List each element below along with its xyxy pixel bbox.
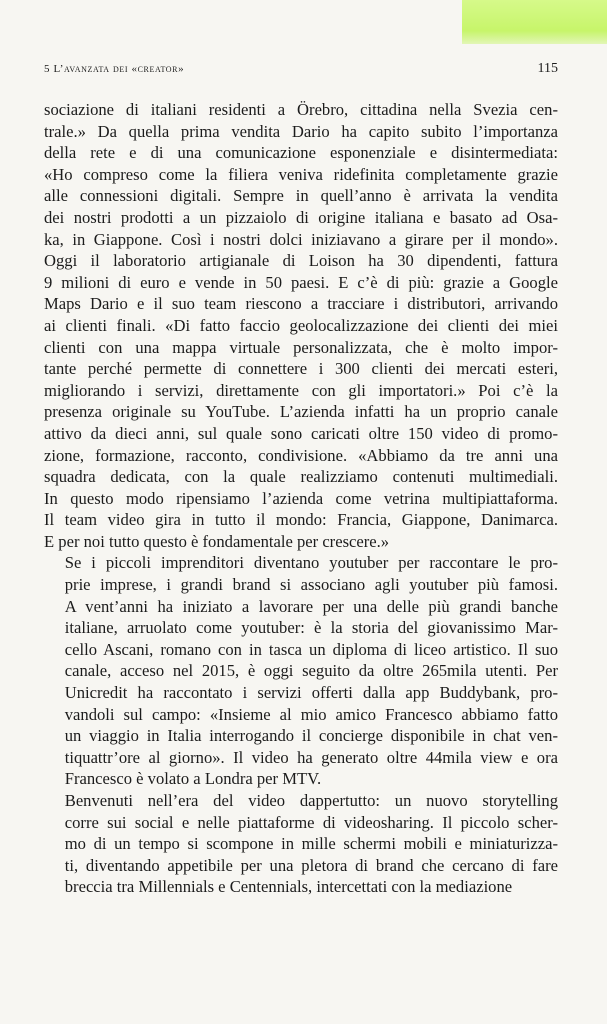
text-line: trale.» Da quella prima vendita Dario ha capito subito l’importanza [44,121,558,141]
text-line: clienti con una mappa virtuale personalizzata, che è molto impor- [44,337,558,357]
paragraph [44,99,558,552]
text-line: squadra dedicata, con la quale realizziamo contenuti multimediali. [44,467,558,487]
text-line: della rete e di una comunicazione esponenziale e disintermediata: [44,143,558,163]
text-line: breccia tra Millennials e Centennials, intercettati con la mediazione [64,877,513,897]
text-line: E per noi tutto questo è fondamentale per crescere.» [44,531,390,551]
text-line: Unicredit ha raccontato i servizi offerti dalla app Buddybank, pro- [64,683,558,703]
text-line: A vent’anni ha iniziato a lavorare per una delle più grandi banche [64,596,558,616]
text-line: Maps Dario e il suo team riescono a tracciare i distributori, arrivando [44,294,558,314]
text-line: sociazione di italiani residenti a Örebro, cittadina nella Svezia cen- [44,100,558,119]
body-text [44,99,558,898]
paragraph [44,790,558,898]
text-line: alle connessioni digitali. Sempre in quell’anno è arrivata la vendita [44,186,558,206]
text-line: ai clienti finali. «Di fatto faccio geolocalizzazione dei clienti dei miei [44,315,558,335]
text-line: presenza originale su YouTube. L’azienda infatti ha un proprio canale [44,402,558,422]
text-line: un viaggio in Italia interrogando il concierge disponibile in chat ven- [64,726,558,746]
text-line: «Ho compreso come la filiera veniva ridefinita completamente grazie [44,164,558,184]
page-number: 115 [537,61,558,76]
text-line: Il team video gira in tutto il mondo: Francia, Giappone, Danimarca. [44,510,558,530]
text-line: cello Ascani, romano con in tasca un diploma di liceo artistico. Il suo [64,639,558,659]
text-line: zione, formazione, racconto, condivisione. «Abbiamo da tre anni una [44,445,558,465]
highlighter-mark [462,0,607,44]
text-line: migliorando i servizi, direttamente con gli importatori.» Poi c’è la [44,380,558,400]
text-line: attivo da dieci anni, sul quale sono caricati oltre 150 video di promo- [44,423,558,443]
text-line: italiane, arruolato come youtuber: è la storia del giovanissimo Mar- [64,618,558,638]
chapter-title: 5 L’avanzata dei «creator» [44,63,185,75]
text-line: Benvenuti nell’era del video dappertutto: un nuovo storytelling [64,791,558,810]
text-line: Se i piccoli imprenditori diventano youtuber per raccontare le pro- [64,553,558,573]
paragraph [44,552,558,790]
text-line: mo di un tempo si scompone in mille schermi mobili e miniaturizza- [64,834,558,854]
running-head [44,63,558,83]
text-line: Francesco è volato a Londra per MTV. [64,769,322,789]
text-line: tiquattr’ore al giorno». Il video ha generato oltre 44mila view e ora [64,747,558,767]
text-line: corre sui social e nelle piattaforme di videosharing. Il piccolo scher- [64,812,558,832]
text-line: 9 milioni di euro e vende in 50 paesi. E c’è di più: grazie a Google [44,272,558,292]
text-line: vandoli sul campo: «Insieme al mio amico Francesco abbiamo fatto [64,704,558,724]
text-line: ti, diventando appetibile per una pletora di brand che cercano di fare [64,855,558,875]
text-line: canale, acceso nel 2015, è oggi seguito da oltre 265mila utenti. Per [64,661,558,681]
text-line: prie imprese, i grandi brand si associano agli youtuber più famosi. [64,575,558,595]
text-line: tante perché permette di connettere i 300 clienti dei mercati esteri, [44,359,558,379]
text-line: Oggi il laboratorio artigianale di Loison ha 30 dipendenti, fattura [44,251,558,271]
text-line: ka, in Giappone. Così i nostri dolci iniziavano a girare per il mondo». [44,229,558,249]
text-line: dei nostri prodotti a un pizzaiolo di origine italiana e basato ad Osa- [44,207,558,227]
text-line: In questo modo ripensiamo l’azienda come vetrina multipiattaforma. [44,488,558,508]
